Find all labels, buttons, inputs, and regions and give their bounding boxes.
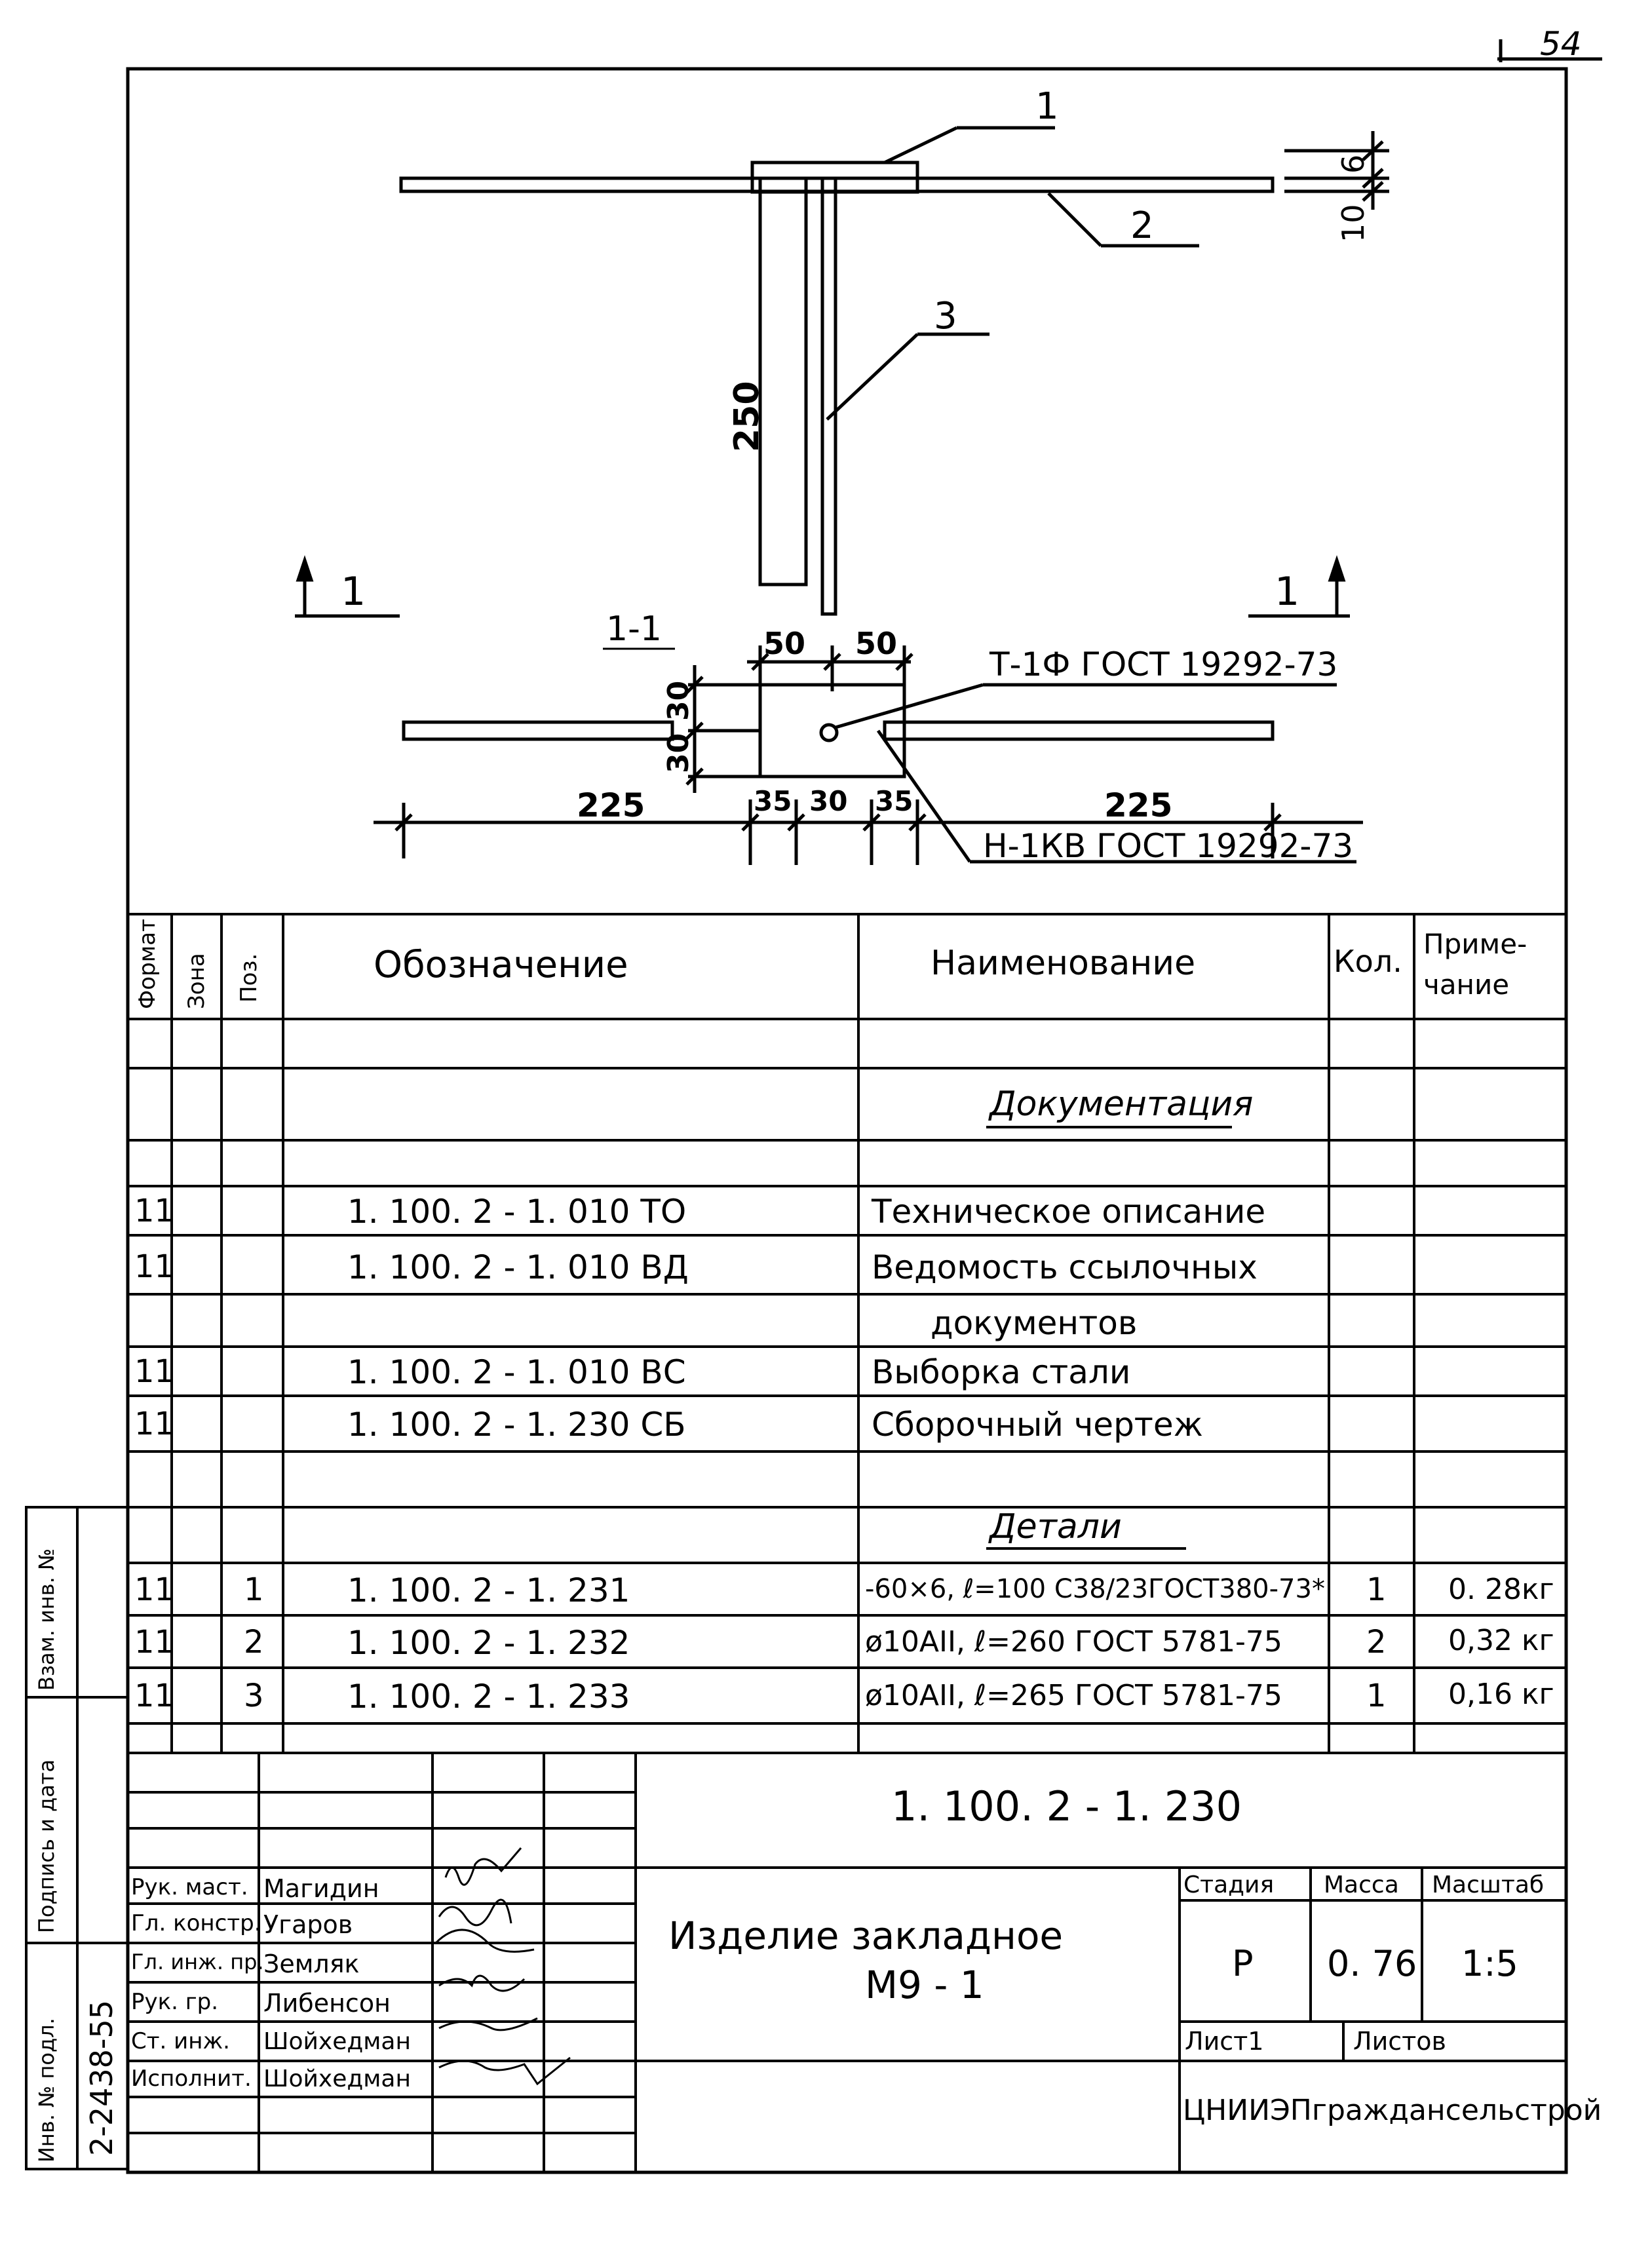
header-zone: Зона	[183, 953, 210, 1009]
staff-role-2: Гл. инж. пр.	[131, 1950, 264, 1974]
dim-10: 10	[1335, 204, 1371, 242]
row4-designation: 1. 100. 2 - 1. 230 СБ	[347, 1406, 686, 1444]
scale-value: 1:5	[1461, 1943, 1518, 1984]
staff-name-3: Либенсон	[263, 1989, 391, 2018]
dim-35-right: 35	[875, 785, 913, 817]
row3-name: Выборка стали	[872, 1353, 1131, 1391]
row0-designation: 1. 100. 2 - 1. 010 ТО	[347, 1193, 687, 1231]
row7-qty: 1	[1366, 1678, 1387, 1714]
row5-qty: 1	[1366, 1571, 1387, 1608]
page-number: 54	[1540, 25, 1582, 63]
dim-35-left: 35	[754, 785, 792, 817]
header-pos: Поз.	[236, 953, 262, 1003]
staff-name-4: Шойхедман	[263, 2028, 412, 2055]
row6-pos: 2	[244, 1624, 264, 1661]
sheets-label: Листов	[1353, 2027, 1446, 2056]
stage-label: Стадия	[1183, 1872, 1275, 1898]
row5-designation: 1. 100. 2 - 1. 231	[347, 1571, 630, 1609]
row7-designation: 1. 100. 2 - 1. 233	[347, 1678, 630, 1716]
row5-note: 0. 28кг	[1448, 1573, 1554, 1606]
staff-name-2: Земляк	[263, 1950, 360, 1978]
dim-225-right: 225	[1104, 786, 1173, 824]
stamp-sign-date: Подпись и дата	[34, 1759, 59, 1933]
section-title: 1-1	[606, 609, 662, 649]
item-title-line2: М9 - 1	[865, 1963, 984, 2007]
header-name: Наименование	[931, 944, 1196, 983]
document-code: 1. 100. 2 - 1. 230	[891, 1782, 1242, 1830]
section-documentation: Документация	[989, 1085, 1254, 1124]
mass-value: 0. 76	[1327, 1943, 1417, 1984]
row6-designation: 1. 100. 2 - 1. 232	[347, 1624, 630, 1662]
header-format: Формат	[134, 919, 161, 1009]
row6-name: ø10АII, ℓ=260 ГОСТ 5781-75	[865, 1625, 1282, 1659]
signatures	[436, 1848, 570, 2084]
header-note: Приме- чание	[1423, 928, 1527, 1001]
row6-note: 0,32 кг	[1448, 1624, 1554, 1657]
dim-6: 6	[1335, 154, 1371, 174]
row3-format: 11	[134, 1353, 175, 1390]
row7-note: 0,16 кг	[1448, 1678, 1554, 1711]
callout-3: 3	[934, 295, 957, 337]
dim-30-center: 30	[809, 785, 848, 817]
dim-30-lower: 30	[662, 733, 695, 773]
weld-label-top: Т-1Ф ГОСТ 19292-73	[989, 645, 1338, 683]
staff-role-3: Рук. гр.	[131, 1989, 219, 2015]
header-qty: Кол.	[1334, 944, 1402, 979]
section-marker-right: 1	[1275, 569, 1300, 615]
row7-format: 11	[134, 1678, 175, 1714]
row3-designation: 1. 100. 2 - 1. 010 ВС	[347, 1353, 686, 1391]
row7-pos: 3	[244, 1678, 264, 1714]
staff-name-5: Шойхедман	[263, 2066, 412, 2092]
staff-role-5: Исполнит.	[131, 2066, 252, 2092]
row0-name: Техническое описание	[872, 1193, 1266, 1231]
row5-name: -60×6, ℓ=100 С38/23ГОСТ380-73*	[865, 1574, 1325, 1604]
staff-role-0: Рук. маст.	[131, 1874, 248, 1900]
sheet-label: Лист1	[1185, 2027, 1264, 2056]
section-marker-left: 1	[341, 569, 366, 615]
row4-name: Сборочный чертеж	[872, 1406, 1203, 1444]
mass-label: Масса	[1324, 1872, 1399, 1898]
callout-2: 2	[1130, 204, 1154, 247]
stage-value: Р	[1232, 1943, 1254, 1984]
staff-name-0: Магидин	[263, 1874, 379, 1903]
organization: ЦНИИЭПграждансельстрой	[1183, 2094, 1602, 2127]
row1-name: Ведомость ссылочных	[872, 1248, 1258, 1286]
weld-label-bottom: Н-1КВ ГОСТ 19292-73	[983, 827, 1354, 865]
callout-1: 1	[1035, 85, 1059, 128]
scale-label: Масштаб	[1432, 1872, 1545, 1898]
row5-format: 11	[134, 1571, 175, 1608]
header-designation: Обозначение	[374, 944, 628, 986]
row1-designation: 1. 100. 2 - 1. 010 ВД	[347, 1248, 689, 1286]
staff-role-4: Ст. инж.	[131, 2028, 230, 2054]
row2-name: документов	[931, 1304, 1138, 1342]
dim-225-left: 225	[577, 786, 645, 824]
dim-50-left: 50	[763, 626, 806, 661]
stamp-inv-orig: Инв. № подл.	[34, 2018, 59, 2162]
row4-format: 11	[134, 1406, 175, 1442]
row6-format: 11	[134, 1624, 175, 1661]
row0-format: 11	[134, 1193, 175, 1229]
item-title-line1: Изделие закладное	[668, 1913, 1064, 1958]
row1-format: 11	[134, 1248, 175, 1285]
section-parts: Детали	[989, 1507, 1122, 1547]
stamp-inv-number: 2-2438-55	[84, 1999, 119, 2156]
dim-50-right: 50	[855, 626, 898, 661]
dim-250: 250	[727, 381, 767, 452]
row7-name: ø10АII, ℓ=265 ГОСТ 5781-75	[865, 1679, 1282, 1712]
stamp-replace-inv: Взам. инв. №	[34, 1548, 59, 1691]
row6-qty: 2	[1366, 1624, 1387, 1661]
row5-pos: 1	[244, 1571, 264, 1608]
staff-name-1: Угаров	[263, 1910, 353, 1939]
staff-role-1: Гл. констр.	[131, 1910, 261, 1936]
dim-30-upper: 30	[662, 680, 695, 721]
